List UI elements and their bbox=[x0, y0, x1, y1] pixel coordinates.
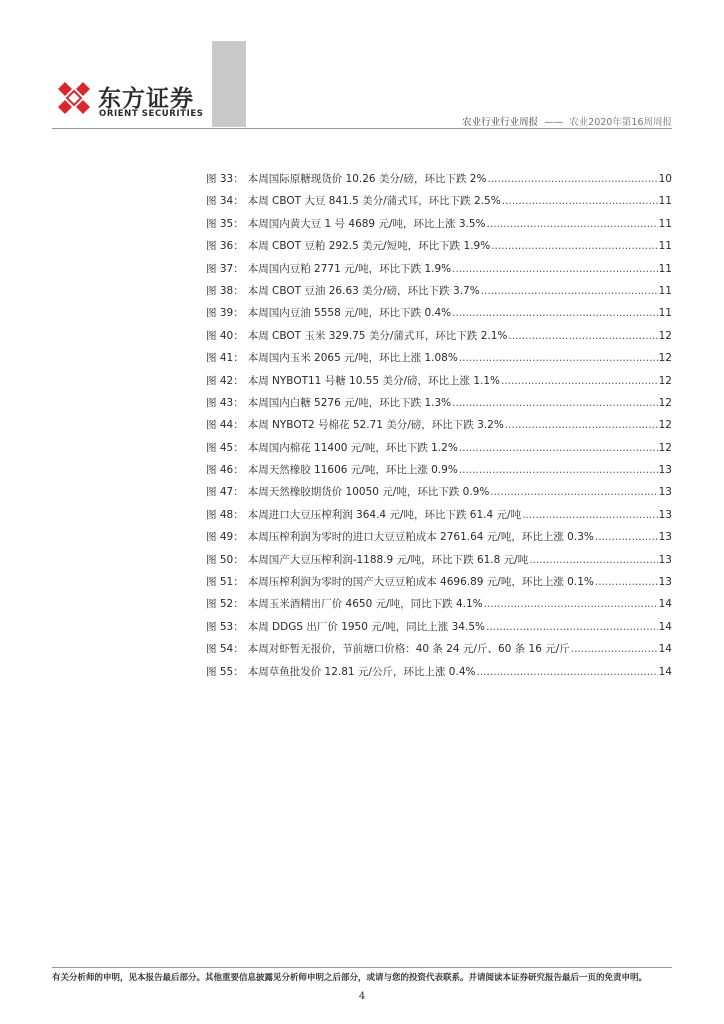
toc-entry-page-number: 12 bbox=[658, 329, 672, 342]
toc-entry-title: 本周 NYBOT2 号棉花 52.71 美分/磅，环比下跌 3.2% bbox=[247, 419, 504, 432]
footer-disclaimer: 有关分析师的申明，见本报告最后部分。其他重要信息披露见分析师申明之后部分，或请与您的投资代表联系。并请阅读本证券研究报告最后一页的免责申明。 bbox=[52, 973, 648, 983]
toc-entry-dot-leader bbox=[477, 666, 658, 678]
toc-entry-figure-number: 图 37： bbox=[206, 262, 244, 275]
toc-entry-title: 本周压榨利润为零时的国产大豆豆粕成本 4696.89 元/吨，环比上涨 0.1% bbox=[247, 576, 594, 589]
toc-entry-figure-number: 图 55： bbox=[206, 665, 244, 678]
toc-entry-dot-leader bbox=[501, 375, 658, 387]
header-decorative-bar bbox=[212, 41, 246, 127]
toc-entry-dot-leader bbox=[459, 442, 658, 454]
toc-entry-figure-number: 图 48： bbox=[206, 508, 244, 521]
toc-entry[interactable] bbox=[206, 283, 672, 305]
logo-chinese-name: 东方证券 bbox=[98, 86, 194, 112]
toc-entry-title: 本周草鱼批发价 12.81 元/公斤，环比上涨 0.4% bbox=[247, 665, 476, 678]
toc-entry-title: 本周 CBOT 豆粕 292.5 美元/短吨，环比下跌 1.9% bbox=[247, 240, 491, 253]
report-title: 农业2020年第16周周报 bbox=[569, 117, 672, 128]
toc-entry-title: 本周国内白糖 5276 元/吨，环比下跌 1.3% bbox=[247, 396, 452, 409]
toc-entry-page-number: 12 bbox=[658, 396, 672, 409]
toc-entry-figure-number: 图 44： bbox=[206, 419, 244, 432]
toc-entry-dot-leader bbox=[595, 531, 658, 543]
toc-entry-dot-leader bbox=[487, 173, 657, 185]
toc-entry[interactable] bbox=[206, 328, 672, 350]
toc-entry-title: 本周 CBOT 大豆 841.5 美分/蒲式耳，环比下跌 2.5% bbox=[247, 195, 501, 208]
toc-entry-title: 本周国内豆粕 2771 元/吨，环比下跌 1.9% bbox=[247, 262, 452, 275]
toc-entry[interactable] bbox=[206, 193, 672, 215]
toc-entry-page-number: 12 bbox=[658, 374, 672, 387]
toc-entry-figure-number: 图 42： bbox=[206, 374, 244, 387]
toc-entry-page-number: 13 bbox=[658, 508, 672, 521]
toc-entry-figure-number: 图 39： bbox=[206, 307, 244, 320]
toc-entry-dot-leader bbox=[491, 240, 657, 252]
toc-entry-figure-number: 图 38： bbox=[206, 284, 244, 297]
toc-entry-page-number: 13 bbox=[658, 464, 672, 477]
toc-entry-page-number: 10 bbox=[658, 173, 672, 185]
toc-entry-dot-leader bbox=[490, 486, 657, 498]
toc-entry-figure-number: 图 54： bbox=[206, 643, 244, 656]
logo-english-name: ORIENT SECURITIES bbox=[99, 109, 204, 119]
toc-entry-title: 本周国内玉米 2065 元/吨，环比上涨 1.08% bbox=[247, 352, 458, 365]
toc-entry-figure-number: 图 36： bbox=[206, 240, 244, 253]
toc-entry-figure-number: 图 53： bbox=[206, 620, 244, 633]
toc-entry-title: 本周对虾暂无报价，节前塘口价格：40 条 24 元/斤、60 条 16 元/斤 bbox=[247, 643, 570, 656]
toc-entry-dot-leader bbox=[522, 509, 658, 521]
toc-entry-page-number: 12 bbox=[658, 441, 672, 454]
toc-entry-figure-number: 图 46： bbox=[206, 464, 244, 477]
header-divider bbox=[52, 128, 672, 129]
toc-entry[interactable] bbox=[206, 216, 672, 238]
toc-entry[interactable] bbox=[206, 664, 672, 686]
toc-entry[interactable] bbox=[206, 417, 672, 439]
toc-entry[interactable] bbox=[206, 619, 672, 641]
toc-entry[interactable] bbox=[206, 574, 672, 596]
toc-entry-dot-leader bbox=[486, 621, 658, 633]
toc-entry-page-number: 14 bbox=[658, 643, 672, 656]
toc-entry-page-number: 13 bbox=[658, 486, 672, 499]
toc-entry[interactable] bbox=[206, 261, 672, 283]
toc-entry-page-number: 14 bbox=[658, 620, 672, 633]
toc-entry[interactable] bbox=[206, 171, 672, 193]
toc-entry-dot-leader bbox=[529, 554, 657, 566]
toc-entry-page-number: 14 bbox=[658, 598, 672, 611]
toc-entry-page-number: 11 bbox=[658, 284, 672, 297]
toc-entry[interactable] bbox=[206, 350, 672, 372]
toc-entry-page-number: 11 bbox=[658, 195, 672, 208]
footer-divider bbox=[52, 967, 672, 968]
toc-entry-dot-leader bbox=[595, 576, 658, 588]
toc-entry[interactable] bbox=[206, 529, 672, 551]
toc-entry-figure-number: 图 34： bbox=[206, 195, 244, 208]
toc-entry[interactable] bbox=[206, 238, 672, 260]
toc-entry-title: 本周压榨利润为零时的进口大豆豆粕成本 2761.64 元/吨，环比上涨 0.3% bbox=[247, 531, 594, 544]
toc-entry[interactable] bbox=[206, 440, 672, 462]
toc-entry[interactable] bbox=[206, 596, 672, 618]
toc-entry-title: 本周天然橡胶 11606 元/吨，环比上涨 0.9% bbox=[247, 464, 458, 477]
toc-entry[interactable] bbox=[206, 462, 672, 484]
toc-entry-page-number: 11 bbox=[658, 307, 672, 320]
toc-entry-title: 本周国际原糖现货价 10.26 美分/磅，环比下跌 2% bbox=[247, 173, 487, 185]
toc-entry-page-number: 13 bbox=[658, 553, 672, 566]
toc-entry[interactable] bbox=[206, 305, 672, 327]
report-category: 农业行业行业周报 bbox=[462, 117, 539, 128]
toc-entry-page-number: 13 bbox=[658, 531, 672, 544]
toc-entry-page-number: 12 bbox=[658, 352, 672, 365]
report-header bbox=[462, 114, 672, 128]
toc-entry-page-number: 13 bbox=[658, 576, 672, 589]
header-separator: —— bbox=[544, 117, 564, 128]
toc-entry[interactable] bbox=[206, 507, 672, 529]
toc-entry-figure-number: 图 49： bbox=[206, 531, 244, 544]
toc-entry-title: 本周国内豆油 5558 元/吨，环比下跌 0.4% bbox=[247, 307, 452, 320]
toc-entry-figure-number: 图 33： bbox=[206, 173, 244, 185]
toc-entry-figure-number: 图 45： bbox=[206, 441, 244, 454]
toc-entry-title: 本周进口大豆压榨利润 364.4 元/吨，环比下跌 61.4 元/吨 bbox=[247, 508, 522, 521]
toc-entry-dot-leader bbox=[484, 598, 658, 610]
toc-entry-dot-leader bbox=[571, 643, 658, 655]
toc-entry-title: 本周国内黄大豆 1 号 4689 元/吨，环比上涨 3.5% bbox=[247, 217, 486, 230]
toc-entry-page-number: 12 bbox=[658, 419, 672, 432]
toc-entry-dot-leader bbox=[502, 195, 658, 207]
orient-securities-logo-icon bbox=[56, 80, 92, 116]
toc-entry-dot-leader bbox=[508, 330, 657, 342]
toc-entry-title: 本周国产大豆压榨利润-1188.9 元/吨，环比下跌 61.8 元/吨 bbox=[247, 553, 529, 566]
toc-entry-title: 本周天然橡胶期货价 10050 元/吨，环比下跌 0.9% bbox=[247, 486, 490, 499]
toc-entry-title: 本周 NYBOT11 号糖 10.55 美分/磅，环比上涨 1.1% bbox=[247, 374, 500, 387]
toc-entry-figure-number: 图 43： bbox=[206, 396, 244, 409]
toc-entry-figure-number: 图 51： bbox=[206, 576, 244, 589]
toc-entry-title: 本周 DDGS 出厂价 1950 元/吨，同比上涨 34.5% bbox=[247, 620, 485, 633]
toc-entry[interactable] bbox=[206, 552, 672, 574]
toc-entry-dot-leader bbox=[452, 397, 657, 409]
toc-entry-figure-number: 图 40： bbox=[206, 329, 244, 342]
toc-entry[interactable] bbox=[206, 373, 672, 395]
toc-entry-dot-leader bbox=[505, 419, 658, 431]
toc-entry-dot-leader bbox=[459, 352, 658, 364]
toc-entry-page-number: 11 bbox=[658, 240, 672, 253]
toc-entry-figure-number: 图 35： bbox=[206, 217, 244, 230]
toc-entry-title: 本周 CBOT 豆油 26.63 美分/磅，环比下跌 3.7% bbox=[247, 284, 480, 297]
toc-entry-dot-leader bbox=[487, 218, 658, 230]
toc-entry[interactable] bbox=[206, 641, 672, 663]
page-number: 4 bbox=[358, 991, 366, 1002]
toc-entry-title: 本周 CBOT 玉米 329.75 美分/蒲式耳，环比下跌 2.1% bbox=[247, 329, 508, 342]
toc-entry-dot-leader bbox=[459, 464, 658, 476]
toc-entry-dot-leader bbox=[481, 285, 658, 297]
toc-entry-page-number: 11 bbox=[658, 262, 672, 275]
toc-entry-figure-number: 图 52： bbox=[206, 598, 244, 611]
toc-entry[interactable] bbox=[206, 395, 672, 417]
toc-entry[interactable] bbox=[206, 484, 672, 506]
toc-entry-figure-number: 图 50： bbox=[206, 553, 244, 566]
toc-entry-dot-leader bbox=[452, 263, 657, 275]
toc-entry-title: 本周国内棉花 11400 元/吨，环比下跌 1.2% bbox=[247, 441, 458, 454]
toc-entry-dot-leader bbox=[452, 307, 657, 319]
toc-entry-figure-number: 图 41： bbox=[206, 352, 244, 365]
toc-entry-page-number: 11 bbox=[658, 217, 672, 230]
toc-entry-title: 本周玉米酒精出厂价 4650 元/吨，同比下跌 4.1% bbox=[247, 598, 483, 611]
toc-entry-page-number: 14 bbox=[658, 665, 672, 678]
figure-table-of-contents bbox=[206, 171, 672, 686]
toc-entry-figure-number: 图 47： bbox=[206, 486, 244, 499]
